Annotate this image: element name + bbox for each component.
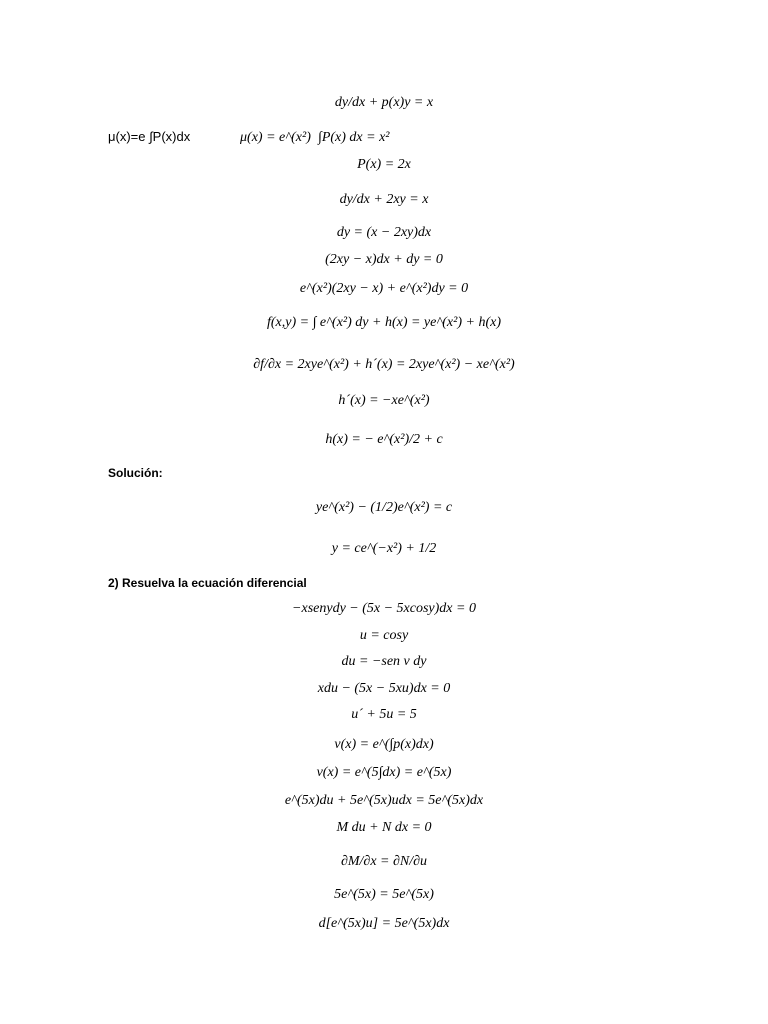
eq-line-5: dy = (x − 2xy)dx (336, 225, 432, 240)
eq-line-18: u´ + 5u = 5 (351, 707, 417, 722)
eq-line-25: d[e^(5x)u] = 5e^(5x)dx (318, 916, 450, 931)
eq-line-19: v(x) = e^(∫p(x)dx) (334, 737, 434, 752)
eq-line-20: v(x) = e^(5∫dx) = e^(5x) (316, 765, 452, 780)
eq-line-9: ∂f/∂x = 2xye^(x²) + h´(x) = 2xye^(x²) − xe^(x²) (253, 357, 515, 372)
eq-line-23: ∂M/∂x = ∂N/∂u (340, 854, 428, 869)
mu-definition: μ(x)=e ∫P(x)dx (108, 129, 191, 144)
solucion-heading: Solución: (108, 466, 163, 480)
eq-line-24: 5e^(5x) = 5e^(5x) (334, 887, 434, 902)
eq-line-12: ye^(x²) − (1/2)e^(x²) = c (315, 500, 453, 515)
eq-line-3: P(x) = 2x (357, 157, 411, 172)
eq-line-14: −xsenydy − (5x − 5xcosy)dx = 0 (292, 601, 476, 616)
eq-line-11: h(x) = − e^(x²)/2 + c (325, 432, 443, 447)
eq-line-8: f(x,y) = ∫ e^(x²) dy + h(x) = ye^(x²) + h(x) (267, 315, 501, 330)
problem-2-heading: 2) Resuelva la ecuación diferencial (108, 576, 307, 590)
eq-line-22: M du + N dx = 0 (336, 820, 432, 835)
mu-result: μ(x) = e^(x²) (240, 130, 311, 145)
eq-line-16: du = −sen v dy (341, 654, 427, 669)
eq-line-15: u = cosy (359, 628, 409, 643)
eq-line-17: xdu − (5x − 5xu)dx = 0 (317, 681, 451, 696)
eq-line-6: (2xy − x)dx + dy = 0 (325, 252, 443, 267)
eq-line-10: h´(x) = −xe^(x²) (338, 393, 430, 408)
eq-line-1: dy/dx + p(x)y = x (334, 95, 434, 110)
eq-line-4: dy/dx + 2xy = x (339, 192, 429, 207)
eq-line-7: e^(x²)(2xy − x) + e^(x²)dy = 0 (299, 281, 469, 296)
eq-line-13: y = ce^(−x²) + 1/2 (331, 541, 437, 556)
eq-line-21: e^(5x)du + 5e^(5x)udx = 5e^(5x)dx (284, 793, 484, 808)
integral-p: ∫P(x) dx = x² (318, 130, 390, 145)
